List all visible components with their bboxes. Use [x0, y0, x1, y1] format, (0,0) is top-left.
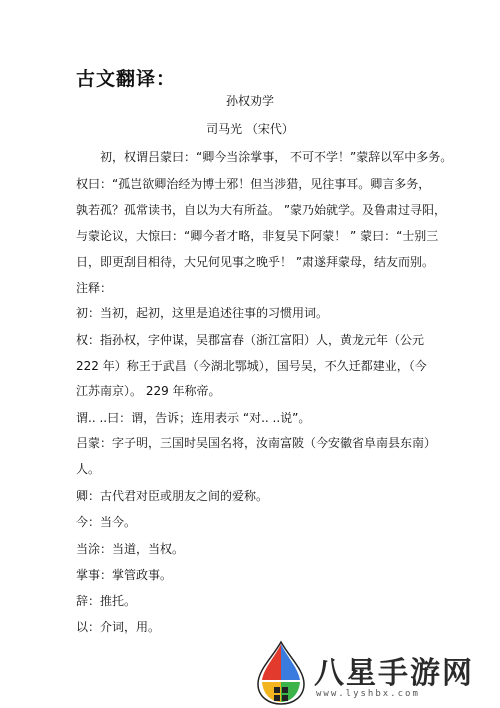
note-line: 以：介词，用。 — [76, 620, 161, 634]
note-line: 掌事：掌管政事。 — [76, 568, 173, 582]
site-logo-icon — [252, 640, 310, 706]
note-line: 权：指孙权，字仲谋，吴郡富春（浙江富阳）人，黄龙元年（公元 — [76, 333, 425, 347]
site-name: 八星手游网 — [314, 656, 474, 691]
note-line: 卿：古代君对臣或朋友之间的爱称。 — [76, 489, 269, 503]
site-watermark — [252, 640, 492, 706]
section-heading: 古文翻译： — [76, 68, 177, 90]
note-line: 吕蒙：字子明，三国时吴国名将，汝南富陂（今安徽省阜南县东南） — [76, 436, 437, 450]
site-url: www.lyshbx.com — [316, 689, 420, 699]
note-line: 江苏南京）。 229 年称帝。 — [76, 384, 221, 398]
poem-title: 孙权劝学 — [225, 94, 274, 108]
note-line: 人。 — [76, 462, 101, 476]
text-line: 初，权谓吕蒙曰：“卿今当涂掌事， 不可不学！”蒙辞以军中多务。 — [100, 150, 453, 164]
note-line: 初：当初，起初，这里是追述往事的习惯用词。 — [76, 306, 329, 320]
text-line: 权曰：“孤岂欲卿治经为博士邪！但当涉猎，见往事耳。卿言多务， — [76, 177, 431, 191]
note-line: 222 年）称王于武昌（今湖北鄂城），国号吴，不久迁都建业，（今 — [76, 359, 427, 373]
note-line: 谓.. ..曰：谓，告诉；连用表示 “对.. ..说”。 — [76, 411, 311, 425]
note-line: 当涂：当道，当权。 — [76, 542, 185, 556]
text-line: 日，即更刮目相待，大兄何见事之晚乎！ ”肃遂拜蒙母，结友而别。 — [76, 255, 435, 269]
poem-author: 司马光 （宋代） — [206, 122, 294, 136]
text-line: 孰若孤？孤常读书，自以为大有所益。 ”蒙乃始就学。及鲁肃过寻阳， — [76, 203, 447, 217]
notes-heading: 注释： — [76, 281, 113, 295]
note-line: 辞：推托。 — [76, 594, 137, 608]
note-line: 今：当今。 — [76, 515, 137, 529]
text-line: 与蒙论议，大惊曰：“卿今者才略，非复吴下阿蒙！ ” 蒙曰：“士别三 — [76, 229, 439, 243]
